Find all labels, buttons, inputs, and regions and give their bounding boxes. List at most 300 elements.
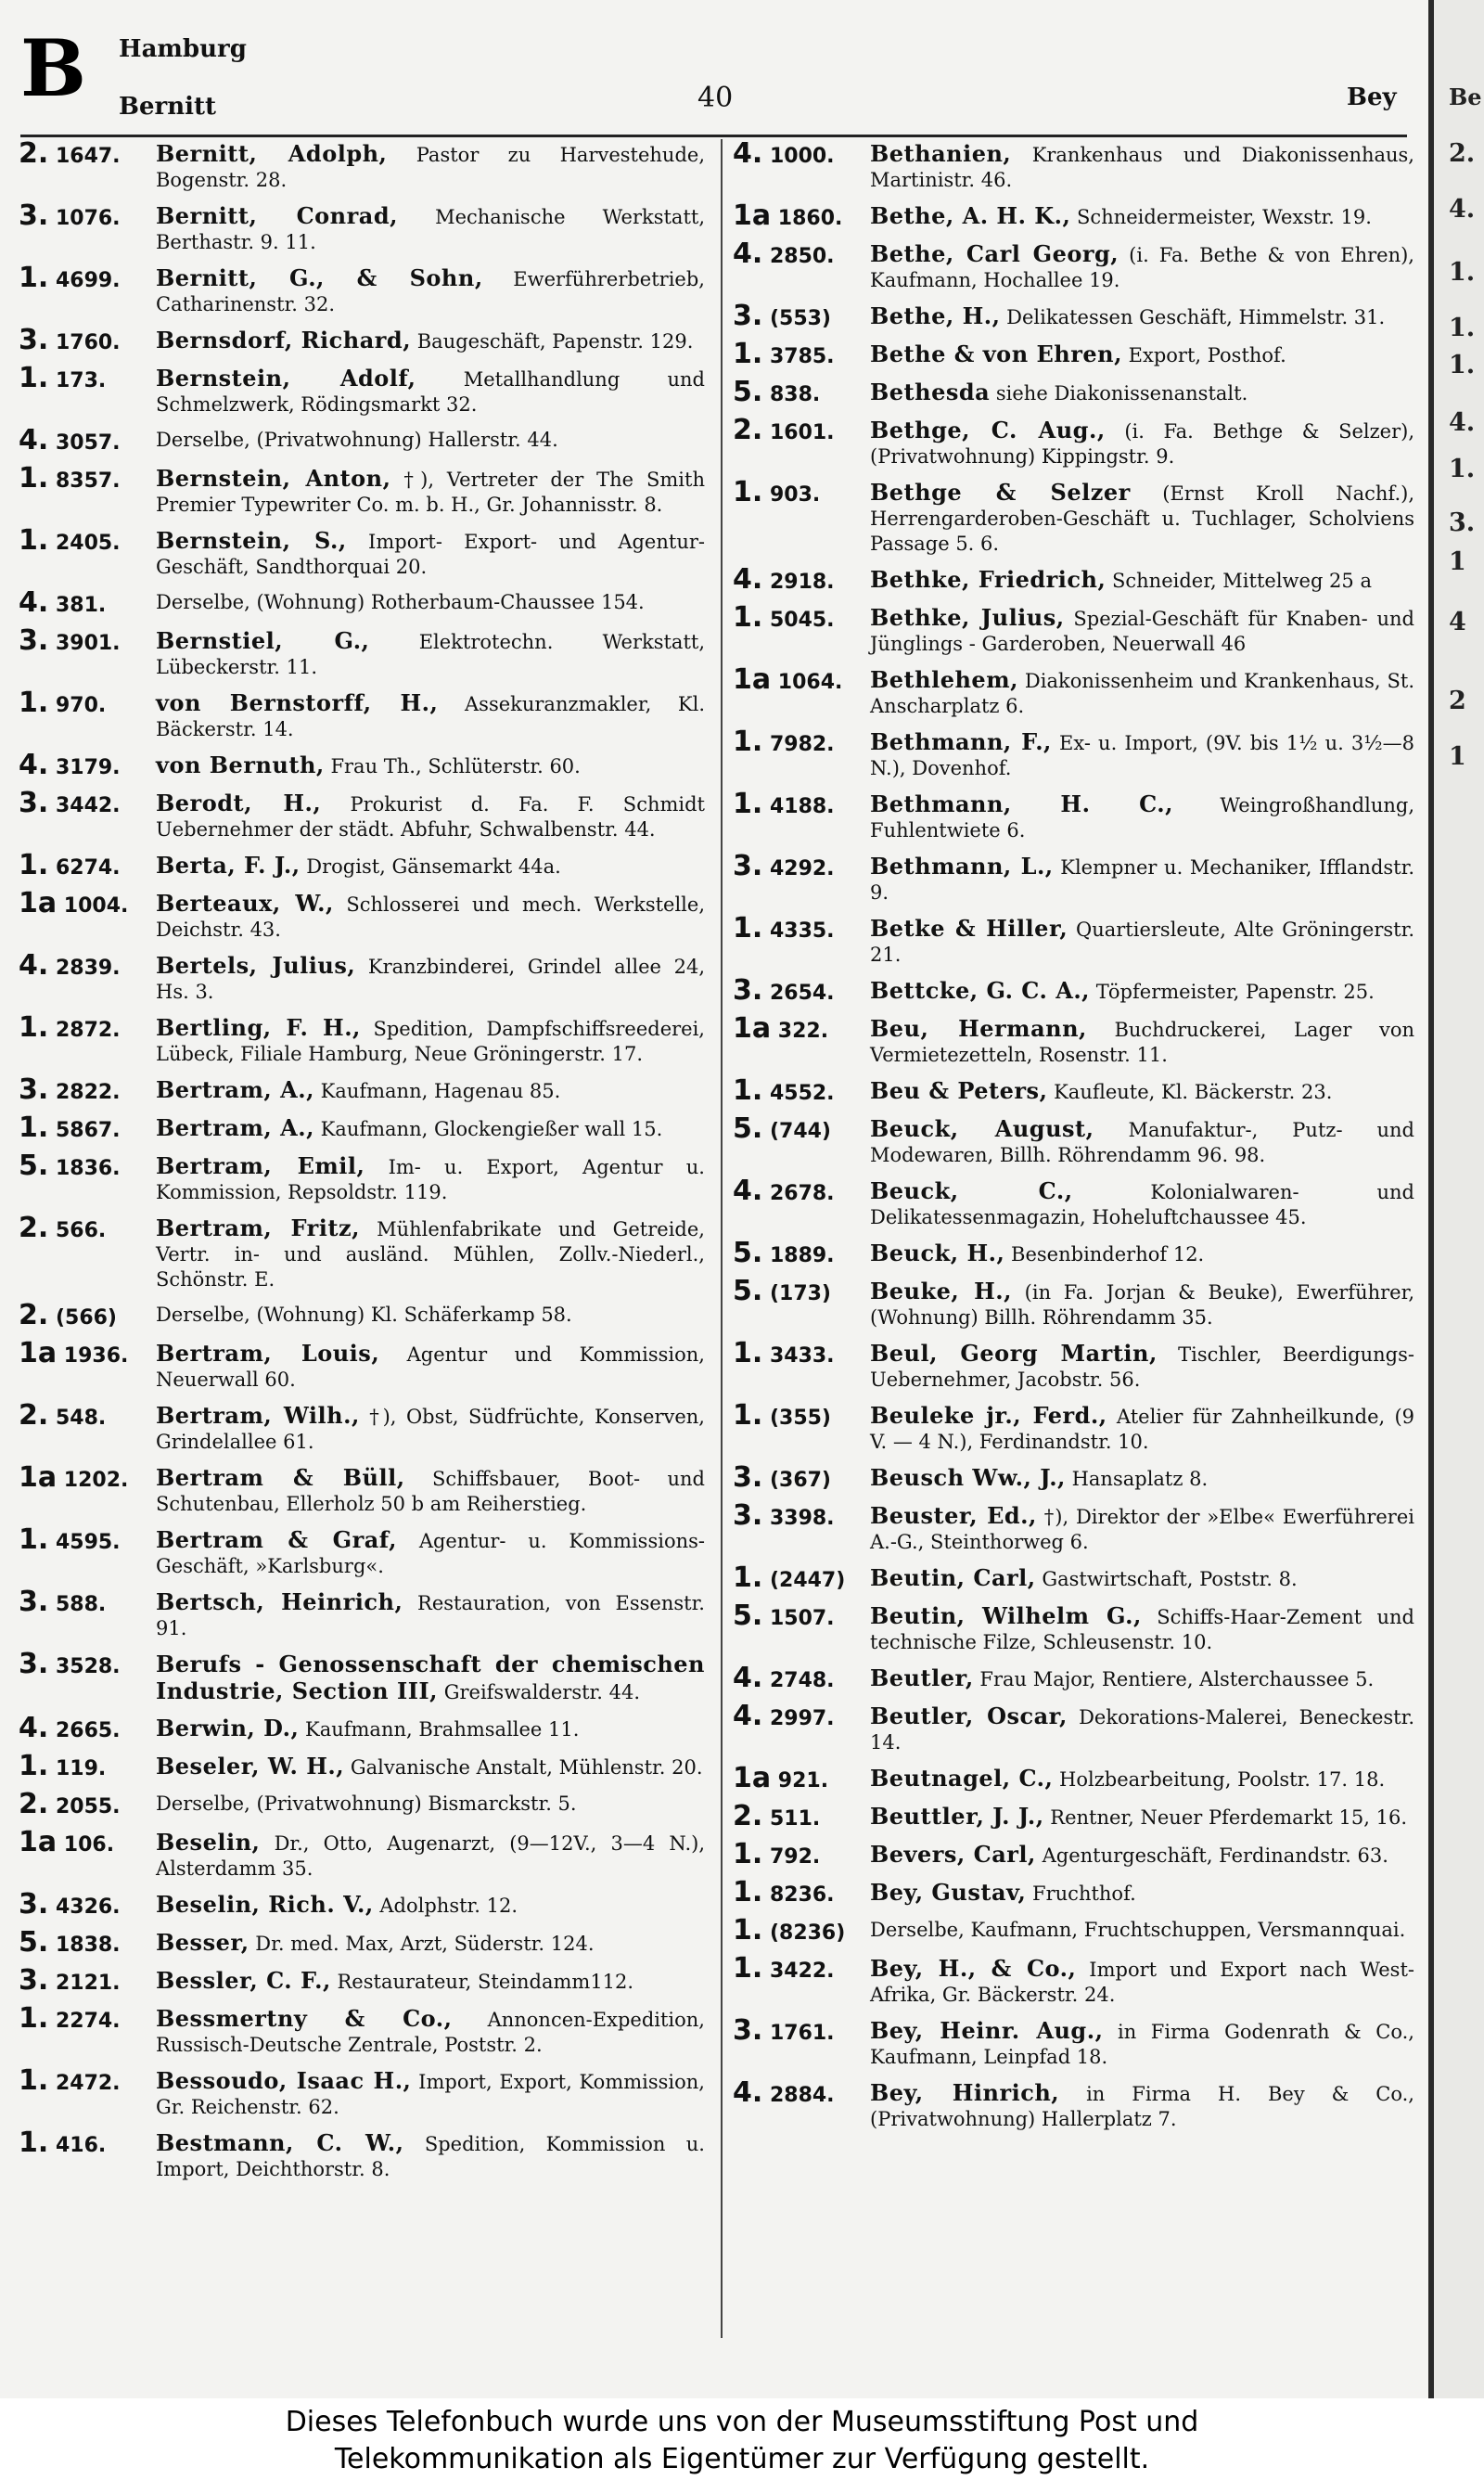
subscriber-name: Bernitt, G., & Sohn, — [156, 264, 483, 291]
line-number: 1000. — [769, 145, 835, 168]
line-number: (553) — [769, 307, 831, 330]
entry-text — [870, 791, 1414, 843]
subscriber-details: Kolonialwaren- und Delikatessenmagazin, Hoheluftchaussee 45. — [870, 1181, 1414, 1228]
line-number: 1647. — [55, 145, 121, 168]
exchange-code: 1. — [19, 687, 49, 719]
line-number: 588. — [55, 1593, 107, 1616]
subscriber-details: Derselbe, (Privatwohnung) Bismarckstr. 5. — [156, 1793, 577, 1815]
line-number: 970. — [55, 694, 107, 717]
line-number: 381. — [55, 594, 107, 617]
phone-number — [733, 1074, 870, 1107]
subscriber-name: Bey, Hinrich, — [870, 2079, 1060, 2106]
directory-entry — [19, 1112, 705, 1144]
phone-number — [19, 1461, 156, 1517]
line-number: 1936. — [63, 1344, 129, 1368]
subscriber-details: Gastwirtschaft, Poststr. 8. — [1042, 1568, 1298, 1590]
exchange-code: 4. — [19, 1712, 49, 1744]
exchange-code: 2. — [19, 1212, 49, 1244]
line-number: 2872. — [55, 1019, 121, 1042]
subscriber-name: Bernitt, Adolph, — [156, 140, 388, 167]
subscriber-details: Schiffsbauer, Boot- und Schutenbau, Ellerholz 50 b am Reiherstieg. — [156, 1468, 705, 1515]
exchange-code: 1. — [733, 1838, 763, 1870]
directory-entry — [19, 1212, 705, 1292]
line-number: 903. — [769, 483, 821, 507]
exchange-code: 1a — [19, 1337, 58, 1369]
entry-text — [156, 1341, 705, 1393]
line-number: (566) — [55, 1306, 117, 1330]
subscriber-details: Weingroßhandlung, Fuhlentwiete 6. — [870, 794, 1414, 842]
entry-text — [870, 1842, 1414, 1870]
phone-number — [19, 1299, 156, 1331]
entry-text — [870, 1016, 1414, 1068]
phone-number — [733, 2076, 870, 2132]
entry-text — [870, 1116, 1414, 1168]
phone-number — [19, 1712, 156, 1744]
phone-number — [733, 238, 870, 293]
directory-entry — [733, 1074, 1414, 1107]
line-number: 2405. — [55, 532, 121, 555]
subscriber-details: siehe Diakonissenanstalt. — [995, 382, 1248, 405]
subscriber-details: in Firma Godenrath & Co., Kaufmann, Leinpfad 18. — [870, 2021, 1414, 2068]
exchange-code: 2. — [19, 1399, 49, 1432]
subscriber-name: Beuleke jr., Ferd., — [870, 1402, 1107, 1429]
entry-text — [156, 690, 705, 742]
entry-text — [156, 1589, 705, 1641]
subscriber-name: Beuttler, J. J., — [870, 1803, 1044, 1830]
entry-text — [156, 1715, 705, 1743]
line-number: 2884. — [769, 2084, 835, 2107]
directory-entry — [19, 1399, 705, 1455]
entry-text — [870, 1703, 1414, 1755]
subscriber-details: Elektrotechn. Werkstatt, Lübeckerstr. 11. — [156, 631, 706, 678]
phone-number — [19, 524, 156, 580]
line-number: 4188. — [769, 795, 835, 818]
entry-text — [870, 1804, 1414, 1831]
phone-number — [19, 887, 156, 943]
line-number: (173) — [769, 1282, 831, 1305]
subscriber-details: Kranzbinderei, Grindel allee 24, Hs. 3. — [156, 956, 706, 1003]
directory-entry — [733, 726, 1414, 781]
directory-entry — [19, 1964, 705, 1997]
directory-entry — [19, 1337, 705, 1393]
subscriber-name: Bertling, F. H., — [156, 1014, 361, 1041]
subscriber-name: Beul, Georg Martin, — [870, 1340, 1158, 1367]
subscriber-name: Bethmann, F., — [870, 728, 1052, 755]
directory-entry — [733, 1876, 1414, 1908]
subscriber-details: Dr. med. Max, Arzt, Süderstr. 124. — [255, 1933, 595, 1955]
directory-entry — [19, 2002, 705, 2058]
phone-number — [733, 137, 870, 193]
phone-number — [733, 663, 870, 719]
phone-number — [19, 787, 156, 842]
phone-number — [733, 1337, 870, 1393]
directory-entry — [733, 788, 1414, 843]
directory-entry — [19, 1648, 705, 1705]
phone-number — [19, 262, 156, 317]
line-number: 2472. — [55, 2072, 121, 2095]
entry-text — [870, 978, 1414, 1006]
subscriber-details: Ewerführerbetrieb, Catharinenstr. 32. — [156, 268, 705, 315]
exchange-code: 1. — [733, 338, 763, 370]
entry-text — [156, 1930, 705, 1958]
directory-entry — [733, 414, 1414, 469]
footer-notice — [0, 2398, 1484, 2480]
subscriber-details: Kaufmann, Hagenau 85. — [320, 1080, 561, 1102]
phone-number — [19, 1073, 156, 1106]
directory-entry — [733, 1237, 1414, 1269]
line-number: 4552. — [769, 1082, 835, 1105]
next-page-guide: Be — [1449, 84, 1482, 110]
line-number: 3179. — [55, 756, 121, 779]
line-number: 4326. — [55, 1895, 121, 1919]
phone-number — [19, 1337, 156, 1393]
phone-number — [733, 850, 870, 906]
phone-number — [733, 1275, 870, 1330]
line-number: 3442. — [55, 794, 121, 817]
next-page-fragment: 1. — [1449, 314, 1476, 342]
directory-entry — [733, 338, 1414, 370]
phone-number — [733, 1600, 870, 1655]
subscriber-details: Klempner u. Mechaniker, Ifflandstr. 9. — [870, 856, 1415, 904]
exchange-code: 1a — [19, 887, 58, 919]
directory-entry — [19, 324, 705, 356]
line-number: 792. — [769, 1845, 821, 1869]
directory-entry — [19, 787, 705, 842]
exchange-code: 2. — [19, 1299, 49, 1331]
phone-number — [733, 912, 870, 968]
subscriber-details: Restauration, von Essenstr. 91. — [156, 1592, 705, 1639]
subscriber-details: Derselbe, Kaufmann, Fruchtschuppen, Versmannquai. — [870, 1919, 1406, 1941]
subscriber-name: Beuke, H., — [870, 1278, 1012, 1304]
exchange-code: 3. — [733, 1461, 763, 1494]
entry-text — [870, 1078, 1414, 1106]
subscriber-name: Berufs - Genossenschaft der chemischen Industrie, Section III, — [156, 1651, 705, 1704]
exchange-code: 1. — [733, 912, 763, 944]
entry-text — [870, 1178, 1414, 1230]
directory-entry — [733, 2076, 1414, 2132]
subscriber-details: †), Direktor der »Elbe« Ewerführerei A.-G., Steinthorweg 6. — [870, 1506, 1414, 1553]
footer-line-2: Telekommunikation als Eigentümer zur Verfügung gestellt. — [334, 2443, 1150, 2475]
exchange-code: 4. — [733, 1662, 763, 1694]
entry-text — [156, 790, 705, 842]
phone-number — [733, 601, 870, 657]
directory-entry — [19, 524, 705, 580]
exchange-code: 5. — [19, 1150, 49, 1182]
directory-entry — [733, 238, 1414, 293]
line-number: 106. — [63, 1833, 115, 1857]
subscriber-details: Manufaktur-, Putz- und Modewaren, Billh. Röhrendamm 96. 98. — [870, 1119, 1414, 1166]
subscriber-name: Bethge & Selzer — [870, 479, 1131, 506]
phone-number — [733, 1700, 870, 1755]
subscriber-name: Beu, Hermann, — [870, 1015, 1087, 1042]
entry-text — [870, 2080, 1414, 2132]
line-number: (355) — [769, 1407, 831, 1430]
exchange-code: 3. — [733, 300, 763, 332]
exchange-code: 1. — [733, 1914, 763, 1947]
directory-entry — [19, 1750, 705, 1782]
subscriber-details: Mechanische Werkstatt, Berthastr. 9. 11. — [156, 206, 705, 253]
subscriber-details: (in Fa. Jorjan & Beuke), Ewerführer, (Wohnung) Billh. Röhrendamm 35. — [870, 1281, 1414, 1329]
subscriber-name: Bey, H., & Co., — [870, 1955, 1077, 1982]
directory-entry — [733, 663, 1414, 719]
entry-text — [156, 1015, 705, 1067]
subscriber-name: Bethe, H., — [870, 302, 1001, 329]
entry-text — [156, 1792, 705, 1819]
phone-number — [19, 1212, 156, 1292]
subscriber-details: Holzbearbeitung, Poolstr. 17. 18. — [1059, 1768, 1386, 1791]
subscriber-details: Greifswalderstr. 44. — [443, 1681, 641, 1703]
phone-number — [19, 1788, 156, 1820]
entry-text — [156, 528, 705, 580]
directory-entry — [733, 1800, 1414, 1832]
phone-number — [19, 1826, 156, 1882]
subscriber-name: Bethlehem, — [870, 666, 1018, 693]
exchange-code: 4. — [733, 137, 763, 170]
directory-entry — [733, 1762, 1414, 1794]
phone-number — [733, 1237, 870, 1269]
subscriber-details: Tischler, Beerdigungs-Uebernehmer, Jacobstr. 56. — [870, 1343, 1414, 1391]
phone-number — [19, 1523, 156, 1579]
next-page-fragment: 2. — [1449, 139, 1476, 168]
line-number: 6274. — [55, 856, 121, 880]
entry-text — [156, 1830, 705, 1882]
subscriber-details: Frau Major, Rentiere, Alsterchaussee 5. — [979, 1668, 1375, 1690]
subscriber-name: Beseler, W. H., — [156, 1753, 345, 1780]
exchange-code: 4. — [19, 586, 49, 619]
directory-entry — [19, 1150, 705, 1205]
phone-number — [19, 1150, 156, 1205]
subscriber-details: Dekorations-Malerei, Beneckestr. 14. — [870, 1706, 1414, 1754]
phone-number — [733, 1800, 870, 1832]
subscriber-details: Dr., Otto, Augenarzt, (9—12V., 3—4 N.), Alsterdamm 35. — [156, 1832, 705, 1880]
subscriber-name: Bertram, Wilh., — [156, 1402, 360, 1429]
exchange-code: 3. — [19, 1964, 49, 1997]
entry-text — [870, 1880, 1414, 1908]
directory-entry — [19, 1523, 705, 1579]
directory-entry — [19, 887, 705, 943]
exchange-code: 1. — [19, 262, 49, 294]
subscriber-name: Bernstein, S., — [156, 527, 347, 554]
phone-number — [19, 462, 156, 518]
subscriber-name: Bethmann, H. C., — [870, 790, 1173, 817]
directory-entry — [733, 1112, 1414, 1168]
next-page-fragment: 3. — [1449, 508, 1476, 537]
phone-number — [19, 424, 156, 456]
subscriber-name: Bessmertny & Co., — [156, 2005, 453, 2032]
subscriber-name: Bethke, Friedrich, — [870, 566, 1107, 593]
subscriber-details: Mühlenfabrikate und Getreide, Vertr. in- und ausländ. Mühlen, Zollv.-Niederl., Schönstr. E. — [156, 1218, 705, 1291]
line-number: 2997. — [769, 1707, 835, 1730]
subscriber-name: Bertram, Fritz, — [156, 1214, 360, 1241]
subscriber-details: Schiffs-Haar-Zement und technische Filze, Schleusenstr. 10. — [870, 1606, 1414, 1653]
line-number: 2055. — [55, 1795, 121, 1818]
exchange-code: 1. — [19, 524, 49, 557]
subscriber-details: Prokurist d. Fa. F. Schmidt Uebernehmer der städt. Abfuhr, Schwalbenstr. 44. — [156, 793, 705, 841]
exchange-code: 1. — [19, 2002, 49, 2035]
phone-number — [19, 624, 156, 680]
subscriber-details: Besenbinderhof 12. — [1011, 1243, 1205, 1266]
entry-text — [870, 241, 1414, 293]
subscriber-details: †), Obst, Südfrüchte, Konserven, Grindelallee 61. — [156, 1406, 705, 1453]
entry-text — [156, 1303, 705, 1330]
directory-entry — [733, 1838, 1414, 1870]
phone-number — [19, 1112, 156, 1144]
directory-entry — [733, 199, 1414, 232]
subscriber-details: Schneidermeister, Wexstr. 19. — [1077, 206, 1372, 228]
subscriber-name: Bertram & Büll, — [156, 1464, 405, 1491]
subscriber-name: Bertram, A., — [156, 1114, 314, 1141]
entry-text — [156, 1465, 705, 1517]
exchange-code: 1a — [733, 199, 772, 232]
subscriber-name: Beu & Peters, — [870, 1077, 1048, 1104]
subscriber-name: Bernstein, Adolf, — [156, 365, 416, 392]
subscriber-name: Bettcke, G. C. A., — [870, 977, 1091, 1004]
directory-entry — [19, 2064, 705, 2120]
line-number: 3422. — [769, 1960, 835, 1983]
phone-number — [733, 376, 870, 408]
line-number: 1761. — [769, 2022, 835, 2045]
city-heading: Hamburg — [119, 35, 247, 63]
exchange-code: 1. — [19, 1011, 49, 1044]
entry-text — [156, 466, 705, 518]
exchange-code: 1. — [19, 1112, 49, 1144]
entry-text — [156, 1527, 705, 1579]
subscriber-details: Derselbe, (Wohnung) Rotherbaum-Chaussee 154. — [156, 591, 645, 613]
subscriber-name: Bey, Heinr. Aug., — [870, 2017, 1104, 2044]
directory-entry — [733, 376, 1414, 408]
subscriber-details: Rentner, Neuer Pferdemarkt 15, 16. — [1050, 1806, 1407, 1829]
line-number: 322. — [777, 1020, 829, 1043]
column-separator — [721, 139, 723, 2338]
directory-entry — [19, 424, 705, 456]
phone-number — [19, 1750, 156, 1782]
directory-entry — [733, 1337, 1414, 1393]
exchange-code: 1. — [19, 849, 49, 881]
entry-text — [870, 2018, 1414, 2070]
exchange-code: 1. — [733, 726, 763, 758]
subscriber-name: Bernstein, Anton, — [156, 465, 391, 492]
entry-text — [156, 366, 705, 418]
line-number: 548. — [55, 1407, 107, 1430]
phone-number — [19, 1964, 156, 1997]
entry-text — [870, 1565, 1414, 1593]
exchange-code: 1. — [19, 1750, 49, 1782]
entry-text — [156, 265, 705, 317]
footer-line-1: Dieses Telefonbuch wurde uns von der Museumsstiftung Post und — [285, 2406, 1199, 2438]
subscriber-name: Beutnagel, C., — [870, 1765, 1054, 1792]
subscriber-details: Kaufmann, Brahmsallee 11. — [305, 1718, 580, 1741]
exchange-code: 4. — [19, 949, 49, 982]
entry-text — [156, 1115, 705, 1143]
line-number: 4699. — [55, 269, 121, 292]
subscriber-details: Agentur und Kommission, Neuerwall 60. — [156, 1343, 705, 1391]
entry-text — [870, 341, 1414, 369]
line-number: 921. — [777, 1769, 829, 1793]
line-number: 3057. — [55, 431, 121, 455]
directory-entry — [733, 601, 1414, 657]
entry-text — [870, 203, 1414, 231]
directory-entry — [733, 300, 1414, 332]
line-number: 1202. — [63, 1469, 129, 1492]
entry-text — [156, 1754, 705, 1781]
subscriber-name: Berwin, D., — [156, 1715, 300, 1741]
line-number: 2748. — [769, 1669, 835, 1692]
entry-text — [870, 1403, 1414, 1455]
entry-text — [156, 853, 705, 880]
subscriber-details: Krankenhaus und Diakonissenhaus, Martinistr. 46. — [870, 144, 1414, 191]
exchange-code: 1a — [19, 1461, 58, 1494]
directory-entry — [19, 1011, 705, 1067]
directory-entry — [733, 476, 1414, 557]
line-number: 1064. — [777, 671, 843, 694]
directory-entry — [19, 462, 705, 518]
entry-text — [870, 1465, 1414, 1493]
directory-entry — [19, 624, 706, 680]
exchange-code: 1. — [19, 2127, 49, 2159]
phone-number — [733, 1561, 870, 1594]
directory-entry — [19, 1926, 705, 1959]
line-number: 2918. — [769, 571, 835, 594]
entry-text — [870, 1665, 1414, 1693]
subscriber-details: Spedition, Kommission u. Import, Deichthorstr. 8. — [156, 2133, 705, 2180]
line-number: 566. — [55, 1219, 107, 1242]
subscriber-details: Baugeschäft, Papenstr. 129. — [416, 330, 694, 353]
exchange-code: 1. — [19, 2064, 49, 2097]
subscriber-name: Bernstiel, G., — [156, 627, 370, 654]
exchange-code: 3. — [19, 324, 49, 356]
subscriber-details: Pastor zu Harvestehude, Bogenstr. 28. — [156, 144, 705, 191]
next-page-fragment: 1 — [1449, 547, 1466, 576]
line-number: 2665. — [55, 1719, 121, 1742]
subscriber-name: Beutler, Oscar, — [870, 1703, 1068, 1729]
subscriber-name: Bethe, A. H. K., — [870, 202, 1071, 229]
exchange-code: 3. — [19, 1888, 49, 1921]
entry-text — [156, 1215, 705, 1292]
phone-number — [19, 949, 156, 1005]
entry-text — [870, 1918, 1414, 1946]
subscriber-details: Assekuranzmakler, Kl. Bäckerstr. 14. — [156, 693, 705, 740]
exchange-code: 4. — [733, 1175, 763, 1207]
entry-text — [870, 667, 1414, 719]
directory-entry — [19, 1461, 705, 1517]
entry-text — [870, 1956, 1414, 2008]
phone-number — [19, 849, 156, 881]
phone-number — [19, 1926, 156, 1959]
directory-entry — [733, 1275, 1414, 1330]
exchange-code: 3. — [19, 624, 49, 657]
phone-number — [733, 2014, 870, 2070]
subscriber-details: Quartiersleute, Alte Gröningerstr. 21. — [870, 919, 1414, 966]
directory-entry — [19, 1073, 705, 1106]
entry-text — [156, 1403, 705, 1455]
phone-number — [19, 687, 156, 742]
directory-entry — [19, 1712, 705, 1744]
exchange-code: 1. — [733, 1561, 763, 1594]
section-letter: B — [20, 22, 86, 114]
subscriber-name: Bessler, C. F., — [156, 1967, 331, 1994]
exchange-code: 3. — [19, 787, 49, 819]
next-page-fragment: 1. — [1449, 258, 1476, 287]
subscriber-details: Drogist, Gänsemarkt 44a. — [306, 855, 561, 878]
subscriber-details: Import- Export- und Agentur-Geschäft, Sandthorquai 20. — [156, 531, 705, 578]
phone-number — [733, 300, 870, 332]
subscriber-details: Galvanische Anstalt, Mühlenstr. 20. — [350, 1756, 703, 1779]
subscriber-name: Bethanien, — [870, 140, 1012, 167]
next-page-fragment: 4. — [1449, 195, 1476, 224]
directory-entry — [19, 687, 705, 742]
entry-text — [870, 1240, 1414, 1268]
exchange-code: 1. — [19, 362, 49, 394]
